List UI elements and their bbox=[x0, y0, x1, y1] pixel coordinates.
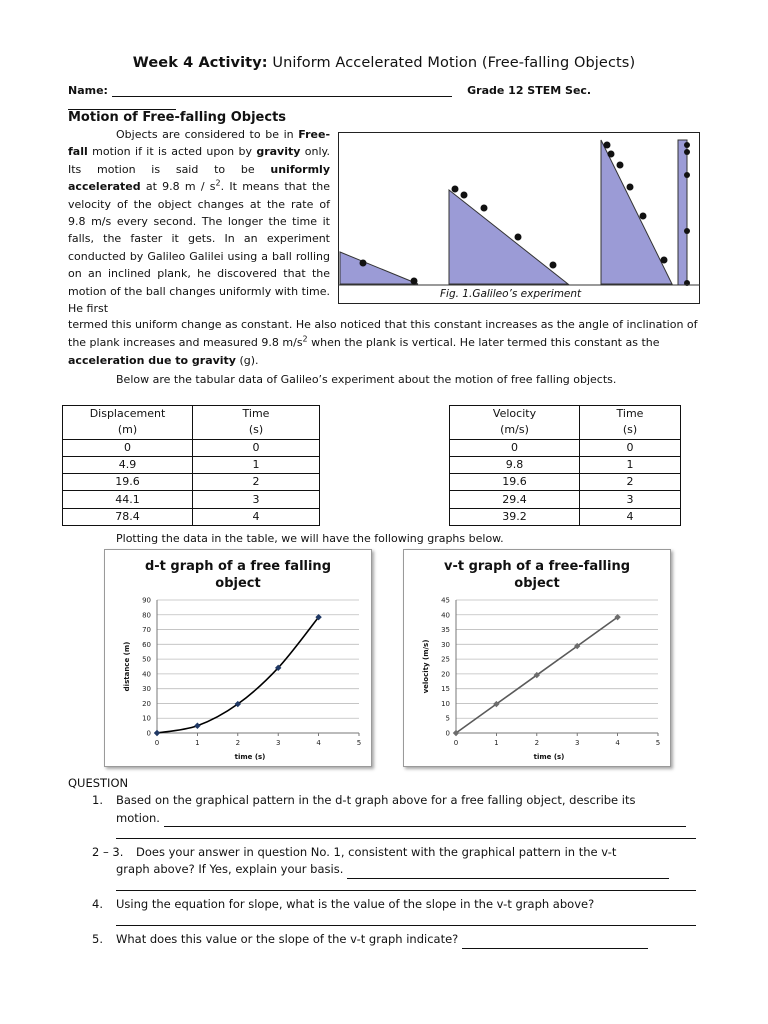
question-2: Does your answer in question No. 1, consistent with the graphical pattern in the v-t bbox=[136, 845, 617, 859]
intro-full-text bbox=[68, 316, 700, 370]
question-2-line2 bbox=[116, 861, 704, 879]
table-cell: 0 bbox=[580, 439, 681, 456]
name-label: Name: bbox=[68, 84, 108, 97]
ball bbox=[661, 257, 668, 264]
data-point-marker bbox=[154, 730, 160, 736]
table-row bbox=[63, 474, 320, 491]
intro-p5: . It means that the velocity of the object changes at the rate of 9.8 m/s every second. The longer the time it falls, the faster it gets. In an experiment conducted by Galileo Galilei using a ball rolling on an inclined plank, he discovered that the motion of the ball changes uniformly with time. He first bbox=[68, 180, 330, 316]
answer-line-5[interactable] bbox=[462, 937, 648, 949]
table-row bbox=[450, 439, 681, 456]
ball bbox=[627, 184, 634, 191]
table-header-cell: Displacement bbox=[63, 406, 193, 423]
table-intro: Below are the tabular data of Galileo’s experiment about the motion of free falling objects. bbox=[116, 373, 617, 386]
table-header-cell: Time bbox=[580, 406, 681, 423]
x-tick-label: 1 bbox=[195, 739, 200, 747]
question-4-number: 4. bbox=[92, 897, 103, 911]
ball bbox=[684, 142, 690, 148]
chart-title-line2: object bbox=[215, 576, 261, 591]
question-label: QUESTION bbox=[68, 776, 129, 790]
ball bbox=[604, 142, 611, 149]
table-header-cell: (s) bbox=[580, 422, 681, 439]
x-axis-label: time (s) bbox=[533, 753, 565, 761]
vt-graph bbox=[404, 550, 670, 766]
question-1 bbox=[116, 792, 700, 827]
table-cell: 0 bbox=[193, 439, 320, 456]
question-1-number: 1. bbox=[92, 793, 103, 807]
y-tick-label: 90 bbox=[142, 596, 151, 605]
chart-title: v-t graph of a free-falling bbox=[443, 559, 631, 574]
ball bbox=[461, 192, 468, 199]
y-tick-label: 10 bbox=[142, 714, 151, 723]
data-point-marker bbox=[194, 723, 200, 729]
y-tick-label: 70 bbox=[142, 626, 151, 635]
series-line bbox=[157, 617, 319, 733]
y-tick-label: 45 bbox=[441, 596, 450, 605]
y-axis-label: velocity (m/s) bbox=[422, 639, 430, 694]
table-cell: 78.4 bbox=[63, 508, 193, 525]
intro-p1: Objects are considered to be in bbox=[116, 128, 294, 141]
answer-line-1b[interactable] bbox=[116, 838, 696, 839]
ball bbox=[481, 205, 488, 212]
x-tick-label: 0 bbox=[453, 739, 459, 747]
question-4: Using the equation for slope, what is the value of the slope in the v-t graph above? bbox=[116, 897, 595, 911]
dt-chart-box bbox=[104, 549, 372, 767]
table-cell: 1 bbox=[193, 456, 320, 473]
intro-full1-sup: 2 bbox=[302, 334, 308, 344]
table-header-cell: (s) bbox=[193, 422, 320, 439]
velocity-time-table bbox=[449, 405, 681, 526]
ball bbox=[515, 234, 522, 241]
table-row bbox=[63, 439, 320, 456]
ball bbox=[684, 149, 690, 155]
y-tick-label: 50 bbox=[142, 655, 151, 664]
y-tick-label: 30 bbox=[441, 640, 450, 649]
x-tick-label: 4 bbox=[316, 739, 321, 747]
x-axis-label: time (s) bbox=[234, 753, 266, 761]
x-tick-label: 5 bbox=[655, 739, 661, 747]
table-cell: 39.2 bbox=[450, 508, 580, 525]
table-cell: 9.8 bbox=[450, 456, 580, 473]
y-tick-label: 80 bbox=[142, 611, 151, 620]
table-cell: 1 bbox=[580, 456, 681, 473]
intro-full1: termed this uniform change as constant. He also noticed that this constant increases as the angle of inclination of the plank increases and measured 9.8 m/s bbox=[68, 318, 698, 349]
y-tick-label: 0 bbox=[445, 729, 450, 738]
table-header-cell: (m/s) bbox=[450, 422, 580, 439]
table-header-row bbox=[63, 406, 320, 423]
x-tick-label: 2 bbox=[534, 739, 540, 747]
table-cell: 4 bbox=[193, 508, 320, 525]
table-header-units-row bbox=[450, 422, 681, 439]
x-tick-label: 3 bbox=[574, 739, 580, 747]
galileo-experiment-figure bbox=[338, 132, 700, 304]
plank-4-vertical bbox=[678, 140, 687, 285]
name-grade-line bbox=[68, 84, 700, 110]
table-cell: 19.6 bbox=[63, 474, 193, 491]
table-cell: 19.6 bbox=[450, 474, 580, 491]
question-1-text: Based on the graphical pattern in the d-t graph above for a free falling object, describe its bbox=[116, 793, 636, 807]
title-rest: Uniform Accelerated Motion (Free-falling Objects) bbox=[267, 55, 636, 71]
y-tick-label: 10 bbox=[441, 699, 450, 708]
table-cell: 44.1 bbox=[63, 491, 193, 508]
question-1-line2 bbox=[116, 810, 700, 828]
y-tick-label: 20 bbox=[441, 670, 450, 679]
y-tick-label: 15 bbox=[441, 685, 450, 694]
y-tick-label: 60 bbox=[142, 640, 151, 649]
table-cell: 3 bbox=[580, 491, 681, 508]
term-free-fall: Free-fall bbox=[68, 128, 331, 159]
table-cell: 2 bbox=[193, 474, 320, 491]
term-acceleration-due-to-gravity: acceleration due to gravity bbox=[68, 354, 236, 367]
x-tick-label: 2 bbox=[235, 739, 241, 747]
ball bbox=[684, 172, 690, 178]
ball bbox=[360, 260, 367, 267]
page-title bbox=[0, 55, 768, 71]
y-tick-label: 25 bbox=[441, 655, 450, 664]
table-row bbox=[63, 491, 320, 508]
x-tick-label: 5 bbox=[356, 739, 362, 747]
table-cell: 0 bbox=[450, 439, 580, 456]
question-5 bbox=[116, 931, 700, 949]
answer-line-4[interactable] bbox=[116, 925, 696, 926]
name-blank[interactable] bbox=[112, 86, 452, 97]
ball bbox=[411, 278, 418, 285]
term-uniformly-accelerated: uniformly accelerated bbox=[68, 162, 330, 194]
question-2-text-b: graph above? If Yes, explain your basis. bbox=[116, 862, 344, 876]
intro-p2: motion if it is acted upon by bbox=[87, 145, 257, 159]
table-row bbox=[63, 508, 320, 525]
table-cell: 2 bbox=[580, 474, 681, 491]
ball bbox=[617, 162, 624, 169]
section-blank[interactable] bbox=[68, 99, 176, 110]
intro-p3: only. Its motion is said to be bbox=[68, 145, 330, 176]
x-tick-label: 4 bbox=[615, 739, 620, 747]
y-tick-label: 40 bbox=[142, 670, 151, 679]
table-row bbox=[63, 456, 320, 473]
question-1-text-b: motion. bbox=[116, 810, 160, 825]
vt-chart-box bbox=[403, 549, 671, 767]
chart-title: d-t graph of a free falling bbox=[144, 559, 332, 574]
x-tick-label: 3 bbox=[275, 739, 281, 747]
table-cell: 3 bbox=[193, 491, 320, 508]
answer-line-2[interactable] bbox=[347, 867, 669, 879]
y-axis-label: distance (m) bbox=[123, 641, 131, 692]
question-5-number: 5. bbox=[92, 932, 103, 946]
intro-wrapped-text bbox=[68, 126, 330, 317]
ball bbox=[452, 186, 459, 193]
table-cell: 4 bbox=[580, 508, 681, 525]
table-header-cell: (m) bbox=[63, 422, 193, 439]
y-tick-label: 30 bbox=[142, 685, 151, 694]
table-header-row bbox=[450, 406, 681, 423]
answer-line-2b[interactable] bbox=[116, 890, 696, 891]
y-tick-label: 5 bbox=[445, 714, 450, 723]
ball bbox=[684, 228, 690, 234]
intro-full3: (g). bbox=[235, 354, 259, 367]
plot-intro: Plotting the data in the table, we will have the following graphs below. bbox=[116, 532, 504, 545]
answer-line-1[interactable] bbox=[164, 815, 686, 827]
figure-caption: Fig. 1.Galileo’s experiment bbox=[440, 288, 582, 300]
x-tick-label: 1 bbox=[494, 739, 499, 747]
intro-p4: at 9.8 m / s bbox=[140, 180, 216, 194]
table-cell: 0 bbox=[63, 439, 193, 456]
table-header-units-row bbox=[63, 422, 320, 439]
table-row bbox=[450, 456, 681, 473]
table-cell: 4.9 bbox=[63, 456, 193, 473]
dt-graph bbox=[105, 550, 371, 766]
title-lead: Week 4 Activity: bbox=[132, 55, 268, 71]
chart-title-line2: object bbox=[514, 576, 560, 591]
displacement-time-table bbox=[62, 405, 320, 526]
question-2-number: 2 – 3. bbox=[92, 845, 124, 859]
grade-label: Grade 12 STEM Sec. bbox=[467, 84, 592, 97]
table-row bbox=[450, 508, 681, 525]
y-tick-label: 35 bbox=[441, 626, 450, 635]
y-tick-label: 0 bbox=[146, 729, 151, 738]
intro-p4-sup: 2 bbox=[215, 178, 221, 188]
intro-full2: when the plank is vertical. He later termed this constant as the bbox=[307, 336, 660, 349]
x-tick-label: 0 bbox=[154, 739, 160, 747]
table-header-cell: Velocity bbox=[450, 406, 580, 423]
table-cell: 29.4 bbox=[450, 491, 580, 508]
table-header-cell: Time bbox=[193, 406, 320, 423]
ball bbox=[640, 213, 647, 220]
y-tick-label: 40 bbox=[441, 611, 450, 620]
question-5-text: What does this value or the slope of the v-t graph indicate? bbox=[116, 932, 459, 946]
term-gravity: gravity bbox=[256, 145, 301, 159]
ball bbox=[608, 151, 615, 158]
section-title: Motion of Free-falling Objects bbox=[68, 110, 287, 125]
table-row bbox=[450, 491, 681, 508]
ball bbox=[550, 262, 557, 269]
y-tick-label: 20 bbox=[142, 699, 151, 708]
table-row bbox=[450, 474, 681, 491]
